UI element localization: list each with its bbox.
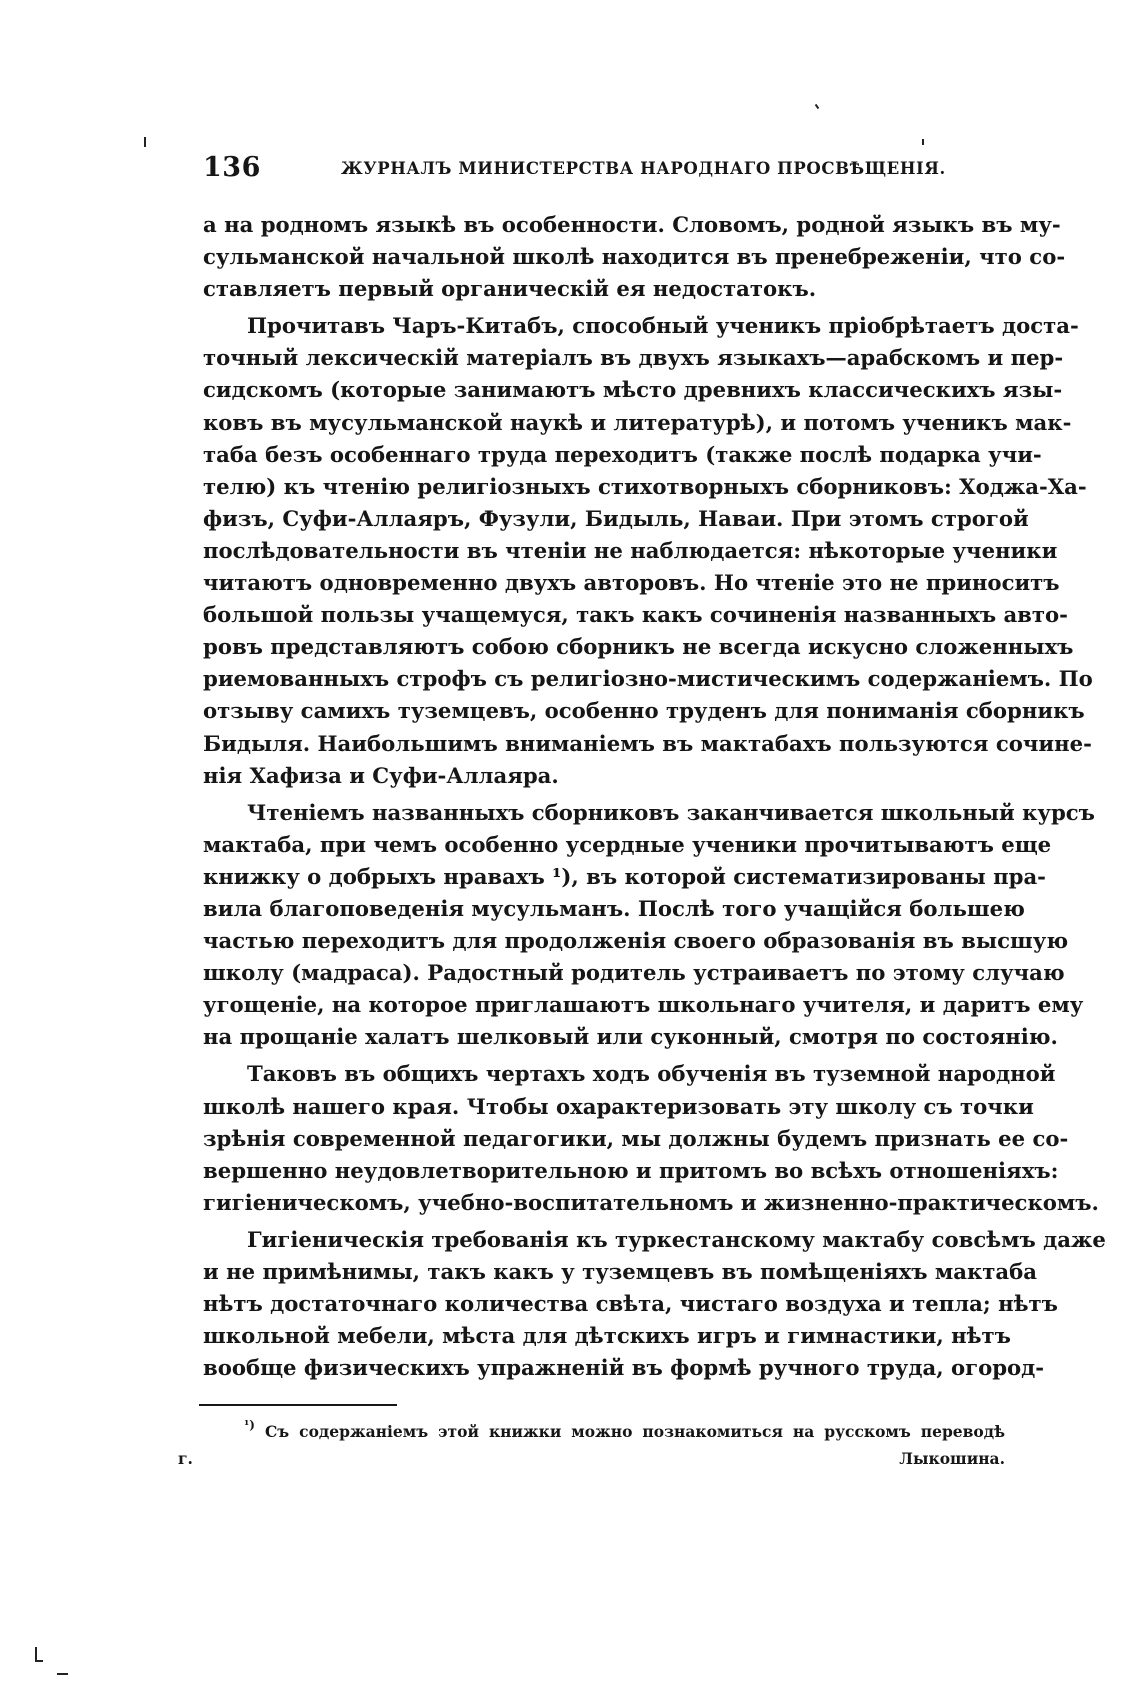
text-line: зрѣнія современной педагогики, мы должны будемъ признать ее со- xyxy=(203,1125,1069,1151)
text-line: школьной мебели, мѣста для дѣтскихъ игръ и гимнастики, нѣтъ xyxy=(203,1323,1011,1349)
body-text xyxy=(203,209,1106,1384)
text-line: таба безъ особеннаго труда переходитъ (также послѣ подарка учи- xyxy=(203,441,1042,467)
scan-speck xyxy=(815,104,820,109)
text-line: послѣдовательности въ чтеніи не наблюдается: нѣкоторые ученики xyxy=(203,537,1058,563)
text-line: ковъ въ мусульманской наукѣ и литературѣ), и потомъ ученикъ мак- xyxy=(203,409,1072,435)
text-line: нія Хафиза и Суфи-Аллаяра. xyxy=(203,762,559,788)
text-line: телю) къ чтенію религіозныхъ стихотворныхъ сборниковъ: Ходжа-Ха- xyxy=(203,473,1087,499)
text-line: физъ, Суфи-Аллаяръ, Фузули, Бидыль, Наваи. При этомъ строгой xyxy=(203,505,1029,531)
paragraph xyxy=(203,209,1066,305)
text-line: вообще физическихъ упражненій въ формѣ ручного труда, огород- xyxy=(203,1355,1045,1381)
text-line: Гигіеническія требованія къ туркестанскому мактабу совсѣмъ даже xyxy=(247,1226,1106,1252)
text-line: вила благоповеденія мусульманъ. Послѣ того учащійся большею xyxy=(203,895,1025,921)
text-line: Прочитавъ Чаръ-Китабъ, способный ученикъ пріобрѣтаетъ доста- xyxy=(247,313,1079,339)
text-line: вершенно неудовлетворительною и притомъ во всѣхъ отношеніяхъ: xyxy=(203,1157,1059,1183)
footnote-line: г. Лыкошина. xyxy=(178,1449,1005,1468)
text-line: и не примѣнимы, такъ какъ у туземцевъ въ помѣщеніяхъ мактаба xyxy=(203,1259,1037,1284)
footnote-marker: ¹) xyxy=(244,1418,255,1432)
scan-speck xyxy=(57,1673,68,1675)
running-title: ЖУРНАЛЪ МИНИСТЕРСТВА НАРОДНАГО ПРОСВѢЩЕНІЯ. xyxy=(341,159,946,178)
text-line: сульманской начальной школѣ находится въ пренебреженіи, что со- xyxy=(203,244,1066,270)
text-line: большой пользы учащемуся, такъ какъ сочиненія названныхъ авто- xyxy=(203,602,1068,628)
text-line: риемованныхъ строфъ съ религіозно-мистическимъ содержаніемъ. По xyxy=(203,666,1093,692)
scan-speck xyxy=(35,1647,37,1661)
text-line: читаютъ одновременно двухъ авторовъ. Но чтеніе это не приноситъ xyxy=(203,570,1060,596)
text-line: сидскомъ (которые занимаютъ мѣсто древнихъ классическихъ язы- xyxy=(203,377,1063,403)
text-line: точный лексическій матеріалъ въ двухъ языкахъ—арабскомъ и пер- xyxy=(203,345,1064,371)
footnote xyxy=(178,1418,1005,1472)
paragraph xyxy=(203,1224,1106,1384)
text-line: мактаба, при чемъ особенно усердные ученики прочитываютъ еще xyxy=(203,831,1052,857)
scan-speck xyxy=(35,1660,43,1662)
text-line: частью переходитъ для продолженія своего образованія въ высшую xyxy=(203,928,1069,954)
footnote-divider xyxy=(199,1404,397,1406)
text-line: ровъ представляютъ собою сборникъ не всегда искусно сложенныхъ xyxy=(203,634,1074,660)
text-line: книжку о добрыхъ нравахъ ¹), въ которой систематизированы пра- xyxy=(203,863,1046,889)
paragraph xyxy=(203,310,1093,791)
text-line: ставляетъ первый органическій ея недостатокъ. xyxy=(203,276,817,302)
scan-speck xyxy=(922,139,924,145)
page-header xyxy=(203,152,1003,188)
page-number: 136 xyxy=(203,152,261,183)
text-line: Бидыля. Наибольшимъ вниманіемъ въ мактабахъ пользуются сочине- xyxy=(203,730,1092,756)
footnote-line: $^{^1)}$ Съ содержаніемъ этой книжки можно познакомиться на русскомъ переводѣ xyxy=(244,1418,1006,1441)
text-line: Таковъ въ общихъ чертахъ ходъ обученія въ туземной народной xyxy=(247,1061,1056,1087)
text-line: на прощаніе халатъ шелковый или суконный, смотря по состоянію. xyxy=(203,1024,1058,1050)
text-line: школѣ нашего края. Чтобы охарактеризовать эту школу съ точки xyxy=(203,1093,1034,1119)
scan-speck xyxy=(144,137,146,147)
paragraph xyxy=(203,797,1095,1054)
text-line: а на родномъ языкѣ въ особенности. Словомъ, родной языкъ въ му- xyxy=(203,212,1061,237)
text-line: школу (мадраса). Радостный родитель устраиваетъ по этому случаю xyxy=(203,960,1065,986)
text-line: угощеніе, на которое приглашаютъ школьнаго учителя, и даритъ ему xyxy=(203,992,1084,1018)
text-line: отзыву самихъ туземцевъ, особенно труденъ для пониманія сборникъ xyxy=(203,698,1085,724)
text-line: гигіеническомъ, учебно-воспитательномъ и жизненно-практическомъ. xyxy=(203,1189,1099,1215)
text-line: нѣтъ достаточнаго количества свѣта, чистаго воздуха и тепла; нѣтъ xyxy=(203,1291,1058,1317)
text-line: Чтеніемъ названныхъ сборниковъ заканчивается школьный курсъ xyxy=(247,799,1095,825)
paragraph xyxy=(203,1058,1099,1218)
